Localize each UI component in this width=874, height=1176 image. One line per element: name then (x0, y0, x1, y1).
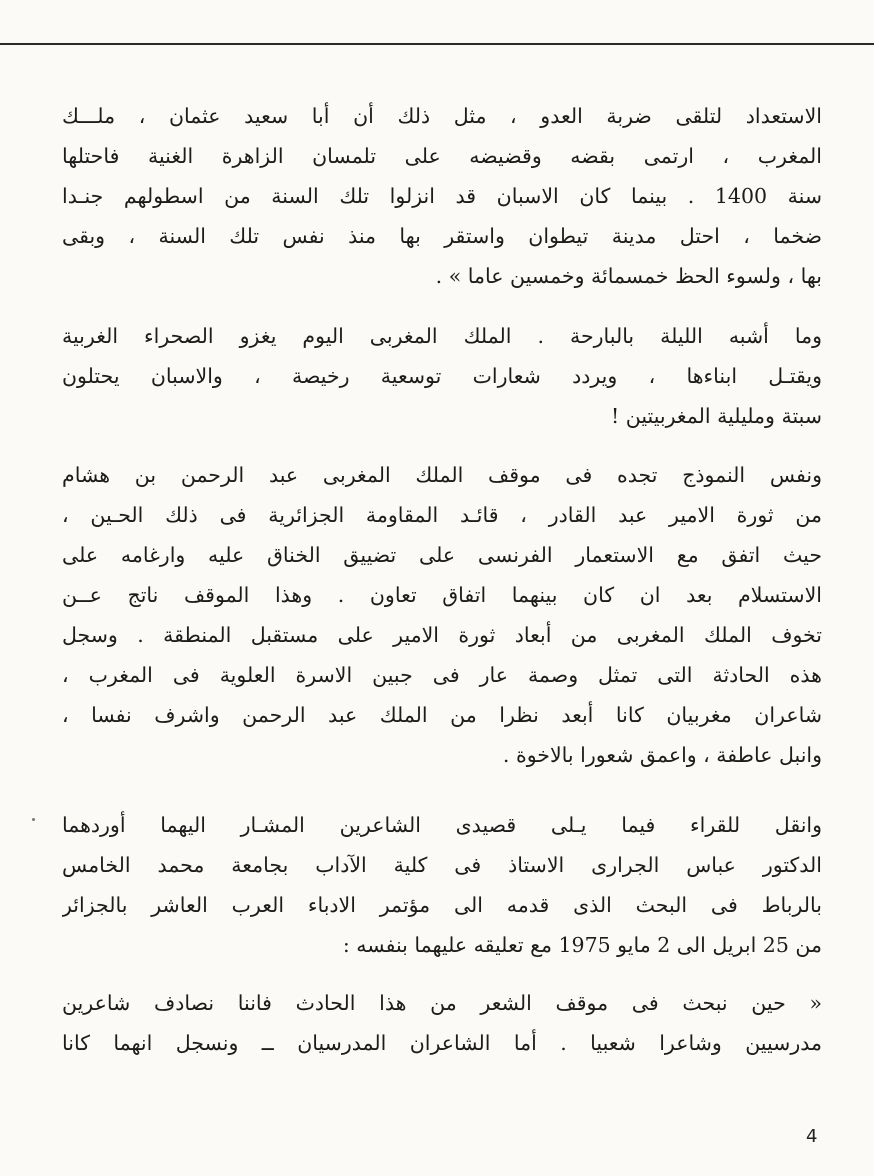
page-number: 4 (806, 1126, 818, 1147)
text-line: هذه الحادثة التى تمثل وصمة عار فى جبين الاسرة العلوية فى المغرب ، (62, 663, 822, 687)
paragraph-3 (62, 455, 822, 775)
text-line: سبتة ومليلية المغربيتين ! (610, 404, 822, 428)
text-line: من ثورة الامير عبد القادر ، قائـد المقاومة الجزائرية فى ذلك الحـين ، (62, 503, 822, 527)
text-line: ضخما ، احتل مدينة تيطوان واستقر بها منذ نفس تلك السنة ، وبقى (62, 224, 822, 248)
text-line: الاستسلام بعد ان كان بينهما اتفاق تعاون . وهذا الموقف ناتج عــن (62, 583, 822, 607)
text-line: من 25 ابريل الى 2 مايو 1975 مع تعليقه عليهما بنفسه : (342, 933, 822, 957)
text-line: وانقل للقراء فيما يـلى قصيدى الشاعرين المشـار اليهما أوردهما (62, 813, 822, 837)
text-line: حيث اتفق مع الاستعمار الفرنسى على تضييق الخناق عليه وارغامه على (62, 543, 822, 567)
paragraph-1 (62, 96, 822, 296)
text-line: ونفس النموذج تجده فى موقف الملك المغربى عبد الرحمن بن هشام (62, 463, 822, 487)
text-line: بالرباط فى البحث الذى قدمه الى مؤتمر الادباء العرب العاشر بالجزائر (62, 893, 822, 917)
text-line: تخوف الملك المغربى من أبعاد ثورة الامير على مستقبل المنطقة . وسجل (62, 623, 822, 647)
text-line: وما أشبه الليلة بالبارحة . الملك المغربى اليوم يغزو الصحراء الغربية (62, 324, 822, 348)
text-line: الدكتور عباس الجرارى الاستاذ فى كلية الآداب بجامعة محمد الخامس (62, 853, 822, 877)
text-line: « حين نبحث فى موقف الشعر من هذا الحادث فاننا نصادف شاعرين (62, 991, 822, 1015)
text-line: وانبل عاطفة ، واعمق شعورا بالاخوة . (502, 743, 822, 767)
scan-speck (32, 818, 35, 821)
paragraph-4 (62, 805, 822, 965)
header-rule (0, 43, 874, 45)
text-line: مدرسيين وشاعرا شعبيا . أما الشاعران المدرسيان ــ ونسجل انهما كانا (62, 1031, 822, 1055)
paragraph-5 (62, 983, 822, 1063)
text-line: المغرب ، ارتمى بقضه وقضيضه على تلمسان الزاهرة الغنية فاحتلها (62, 144, 822, 168)
text-line: ويقتـل ابناءها ، ويردد شعارات توسعية رخيصة ، والاسبان يحتلون (62, 364, 822, 388)
paragraph-2 (62, 316, 822, 436)
text-line: الاستعداد لتلقى ضربة العدو ، مثل ذلك أن أبا سعيد عثمان ، ملـــك (62, 104, 822, 128)
text-line: شاعران مغربيان كانا أبعد نظرا من الملك عبد الرحمن واشرف نفسا ، (62, 703, 822, 727)
text-line: بها ، ولسوء الحظ خمسمائة وخمسين عاما » . (435, 264, 822, 288)
text-line: سنة 1400 . بينما كان الاسبان قد انزلوا تلك السنة من اسطولهم جنـدا (62, 184, 822, 208)
